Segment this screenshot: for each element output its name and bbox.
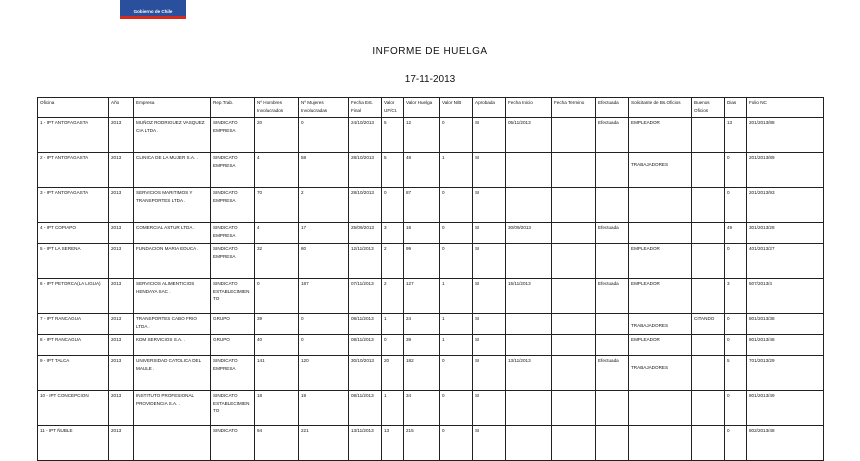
table-cell: 201/2013/89 [747, 153, 824, 188]
table-cell [506, 335, 552, 356]
table-cell: SERVICIOS MARITIMOS Y TRANSPORTES LTDA . [134, 188, 211, 223]
table-cell: SERVICIOS ALIMENTICIOS HENDAYA SAC . [134, 279, 211, 314]
table-cell: 802/2013/48 [747, 426, 824, 461]
table-cell: 3 [382, 223, 404, 244]
table-cell: SI [473, 188, 506, 223]
table-cell: 2013 [109, 356, 134, 391]
table-cell: 2013 [109, 223, 134, 244]
table-cell: 2013 [109, 335, 134, 356]
table-cell: SINDICATO EMPRESA [211, 244, 255, 279]
table-cell: 24/10/2013 [349, 118, 382, 153]
table-cell: 215 [404, 426, 440, 461]
table-cell: 0 [725, 391, 747, 426]
table-cell: 0 [725, 314, 747, 335]
table-row [38, 426, 824, 461]
table-cell: SI [473, 356, 506, 391]
table-cell: 2 [382, 244, 404, 279]
table-cell: 0 [440, 188, 473, 223]
table-cell: 0 [725, 153, 747, 188]
table-row [38, 391, 824, 426]
table-cell: 801/2013/48 [747, 335, 824, 356]
table-cell: 87 [404, 188, 440, 223]
table-cell: 1 [382, 391, 404, 426]
table-row [38, 314, 824, 335]
table-cell: 0 [440, 426, 473, 461]
table-cell [596, 153, 629, 188]
solicitante-value: TRABAJADORES [631, 162, 669, 167]
column-header: Solicitante de Bs.Oficios [629, 98, 692, 118]
table-cell: SI [473, 223, 506, 244]
column-header: Nº Mujeres Involucradas [299, 98, 349, 118]
table-cell: 201/2013/93 [747, 188, 824, 223]
table-cell: 08/11/2013 [349, 391, 382, 426]
table-cell: 40 [255, 335, 299, 356]
table-cell: 3 - IPT ANTOFAGASTA [38, 188, 109, 223]
table-cell: 34 [404, 391, 440, 426]
table-row [38, 223, 824, 244]
table-cell: 401/2013/27 [747, 244, 824, 279]
table-cell [692, 279, 725, 314]
table-cell: 08/11/2013 [349, 335, 382, 356]
table-cell: 99 [404, 244, 440, 279]
table-cell: 32 [255, 244, 299, 279]
table-cell: 15/11/2013 [506, 279, 552, 314]
strike-report-table [37, 97, 824, 461]
table-cell [692, 188, 725, 223]
table-cell: 201/2013/88 [747, 118, 824, 153]
column-header: Valor Huelga [404, 98, 440, 118]
table-cell: 12 [404, 118, 440, 153]
table-cell: CLINICA DE LA MUJER S.A. . [134, 153, 211, 188]
table-cell: 28/10/2013 [349, 188, 382, 223]
table-cell [692, 118, 725, 153]
table-cell [552, 279, 596, 314]
table-cell: 127 [404, 279, 440, 314]
table-cell: 2013 [109, 118, 134, 153]
table-row [38, 356, 824, 391]
table-cell [506, 391, 552, 426]
logo-text: Gobierno de Chile [133, 9, 173, 14]
table-cell: 10 - IPT CONCEPCION [38, 391, 109, 426]
table-cell: 49 [725, 223, 747, 244]
table-cell: 4 [255, 223, 299, 244]
table-cell: EMPLEADOR [629, 244, 692, 279]
column-header: Nº Hombres Involucrados [255, 98, 299, 118]
table-cell: COMERCIAL ASTUR LTDA . [134, 223, 211, 244]
table-cell: SINDICATO [211, 426, 255, 461]
table-cell: 0 [382, 335, 404, 356]
table-cell: 12/11/2013 [349, 244, 382, 279]
table-cell: 0 [382, 188, 404, 223]
table-cell: TRANSPORTES CABO FRIO LTDA . [134, 314, 211, 335]
table-cell [692, 335, 725, 356]
table-cell: 11 - IPT ÑUBLE [38, 426, 109, 461]
table-cell: SI [473, 244, 506, 279]
table-cell [552, 356, 596, 391]
column-header: Empresa [134, 98, 211, 118]
table-cell: 20 [382, 356, 404, 391]
table-cell: 1 [440, 279, 473, 314]
table-cell: EMPLEADOR [629, 279, 692, 314]
table-cell: 25/09/2013 [349, 223, 382, 244]
table-cell [629, 314, 692, 335]
table-cell: SI [473, 118, 506, 153]
table-cell: 1 [440, 153, 473, 188]
table-cell [692, 223, 725, 244]
table-cell: 3 [725, 279, 747, 314]
table-cell [552, 188, 596, 223]
table-cell: 07/11/2013 [349, 279, 382, 314]
table-cell [552, 244, 596, 279]
table-cell: SI [473, 426, 506, 461]
table-cell [629, 188, 692, 223]
table-cell: 701/2013/29 [747, 356, 824, 391]
table-cell: 18 [404, 223, 440, 244]
column-header: Oficina [38, 98, 109, 118]
table-cell: 2013 [109, 426, 134, 461]
table-cell: 0 [255, 279, 299, 314]
table-cell: 30/10/2013 [349, 356, 382, 391]
table-cell: 13/11/2013 [506, 356, 552, 391]
column-header: Buenos Oficios [692, 98, 725, 118]
table-cell [506, 426, 552, 461]
column-header: Fecha Est. Final [349, 98, 382, 118]
table-cell: Efectuada [596, 356, 629, 391]
table-cell: SINDICATO EMPRESA [211, 223, 255, 244]
table-cell: MUÑOZ RODRIGUEZ VASQUEZ CIA LTDA . [134, 118, 211, 153]
table-header-row [38, 98, 824, 118]
column-header: Valor UF/Ct. [382, 98, 404, 118]
table-cell [506, 188, 552, 223]
table-cell: SINDICATO EMPRESA [211, 356, 255, 391]
column-header: Año [109, 98, 134, 118]
table-cell: 1 [440, 335, 473, 356]
table-cell: 30/09/2013 [506, 223, 552, 244]
table-cell: SINDICATO EMPRESA [211, 153, 255, 188]
table-cell [629, 356, 692, 391]
table-cell: CITANDO [692, 314, 725, 335]
table-cell: SI [473, 153, 506, 188]
table-cell: 70 [255, 188, 299, 223]
table-cell: 0 [725, 188, 747, 223]
table-cell: 801/2013/49 [747, 391, 824, 426]
table-cell: 28/10/2013 [349, 153, 382, 188]
table-cell [552, 153, 596, 188]
table-cell: 08/11/2013 [349, 314, 382, 335]
table-row [38, 279, 824, 314]
table-cell: 0 [440, 118, 473, 153]
table-cell: SINDICATO EMPRESA [211, 118, 255, 153]
table-cell: FUNDACION MARIA EDUCA . [134, 244, 211, 279]
table-cell [692, 356, 725, 391]
table-cell: 20 [255, 118, 299, 153]
column-header: Efectuada [596, 98, 629, 118]
table-cell [629, 153, 692, 188]
solicitante-value: TRABAJADORES [631, 365, 669, 370]
table-cell: 2013 [109, 188, 134, 223]
table-cell: 141 [255, 356, 299, 391]
table-cell: 120 [299, 356, 349, 391]
table-cell: 801/2013/38 [747, 314, 824, 335]
column-header: Valor N/B [440, 98, 473, 118]
table-cell: 19 [299, 391, 349, 426]
column-header: Folio NC [747, 98, 824, 118]
table-cell: 18 [255, 391, 299, 426]
table-cell: 1 - IPT ANTOFAGASTA [38, 118, 109, 153]
table-row [38, 244, 824, 279]
table-cell: 7 - IPT RANCAGUA [38, 314, 109, 335]
table-cell: KDM SERVICIOS S.A. . [134, 335, 211, 356]
table-cell [596, 314, 629, 335]
table-cell: 17 [299, 223, 349, 244]
table-cell: 221 [299, 426, 349, 461]
table-cell: 8 - IPT RANCAGUA [38, 335, 109, 356]
table-cell: EMPLEADOR [629, 118, 692, 153]
table-cell: 2 - IPT ANTOFAGASTA [38, 153, 109, 188]
table-cell: 0 [440, 391, 473, 426]
table-cell: 2 [382, 279, 404, 314]
table-cell: UNIVERSIDAD CATOLICA DEL MAULE . [134, 356, 211, 391]
table-cell: 24 [404, 314, 440, 335]
table-cell: 1 [440, 314, 473, 335]
table-cell [552, 391, 596, 426]
table-cell [506, 153, 552, 188]
table-cell: 5 [382, 153, 404, 188]
table-cell [596, 188, 629, 223]
table-cell: 80 [299, 244, 349, 279]
table-cell: 0 [725, 335, 747, 356]
table-cell: SINDICATO ESTABLECIMIENTO [211, 279, 255, 314]
table-cell [596, 426, 629, 461]
table-cell: 13 [725, 118, 747, 153]
table-cell: 05/11/2013 [506, 118, 552, 153]
table-cell: 13 [382, 426, 404, 461]
column-header: Aprobada [473, 98, 506, 118]
table-cell: SI [473, 391, 506, 426]
table-cell: 5 [725, 356, 747, 391]
table-cell [629, 426, 692, 461]
table-cell [596, 335, 629, 356]
column-header: Dias [725, 98, 747, 118]
table-cell: 5 - IPT LA SERENA [38, 244, 109, 279]
table-cell: GRUPO [211, 335, 255, 356]
table-cell: 39 [255, 314, 299, 335]
table-cell: 4 [255, 153, 299, 188]
table-cell [134, 426, 211, 461]
table-cell: SINDICATO ESTABLECIMIENTO [211, 391, 255, 426]
table-cell: 9 - IPT TALCA [38, 356, 109, 391]
table-cell: 39 [404, 335, 440, 356]
column-header: Fecha Termino [552, 98, 596, 118]
table-cell: 6 - IPT PETORCA(LA LIGUA) [38, 279, 109, 314]
table-cell: SINDICATO EMPRESA [211, 188, 255, 223]
table-row [38, 335, 824, 356]
gobierno-logo [120, 0, 186, 19]
table-cell: 0 [299, 118, 349, 153]
table-cell: 13/11/2013 [349, 426, 382, 461]
table-cell [552, 426, 596, 461]
table-cell [692, 153, 725, 188]
column-header: Rep.Trab. [211, 98, 255, 118]
table-cell: 2013 [109, 153, 134, 188]
table-cell: 2013 [109, 279, 134, 314]
table-cell [552, 223, 596, 244]
table-cell: SI [473, 314, 506, 335]
table-cell: 0 [299, 314, 349, 335]
table-cell: EMPLEADOR [629, 335, 692, 356]
table-cell [692, 244, 725, 279]
table-cell: GRUPO [211, 314, 255, 335]
table-cell: 48 [404, 153, 440, 188]
table-cell: 2013 [109, 391, 134, 426]
column-header: Fecha Inicio [506, 98, 552, 118]
table-cell: 0 [440, 356, 473, 391]
table-cell: 0 [440, 223, 473, 244]
table-cell: 0 [725, 244, 747, 279]
table-cell [552, 118, 596, 153]
table-cell: 58 [299, 153, 349, 188]
table-cell: Efectuada [596, 279, 629, 314]
table-cell: 301/2013/28 [747, 223, 824, 244]
table-cell: Efectuada [596, 223, 629, 244]
table-row [38, 188, 824, 223]
table-cell [506, 244, 552, 279]
table-cell: 182 [404, 356, 440, 391]
table-cell: SI [473, 279, 506, 314]
table-row [38, 118, 824, 153]
table-cell [692, 391, 725, 426]
table-cell [629, 223, 692, 244]
table-cell: 2013 [109, 314, 134, 335]
table-cell: 187 [299, 279, 349, 314]
report-date: 17-11-2013 [404, 74, 456, 85]
report-title: INFORME DE HUELGA [372, 46, 488, 57]
table-cell: 2013 [109, 244, 134, 279]
table-cell: 1 [382, 314, 404, 335]
table-cell: 0 [440, 244, 473, 279]
table-cell: 5 [382, 118, 404, 153]
table-cell [596, 244, 629, 279]
table-cell [506, 314, 552, 335]
table-cell: 4 - IPT COPIAPO [38, 223, 109, 244]
table-row [38, 153, 824, 188]
table-cell [552, 314, 596, 335]
solicitante-value: TRABAJADORES [631, 323, 669, 328]
table-cell [596, 391, 629, 426]
table-cell: 507/2013/4 [747, 279, 824, 314]
table-cell: SI [473, 335, 506, 356]
table-cell: 2 [299, 188, 349, 223]
table-cell: 94 [255, 426, 299, 461]
table-cell [692, 426, 725, 461]
table-cell: INSTITUTO PROFESIONAL PROVIDENCIA S.A. . [134, 391, 211, 426]
table-cell [629, 391, 692, 426]
table-cell: 0 [299, 335, 349, 356]
table-cell: 0 [725, 426, 747, 461]
table-cell: Efectuada [596, 118, 629, 153]
table-cell [552, 335, 596, 356]
